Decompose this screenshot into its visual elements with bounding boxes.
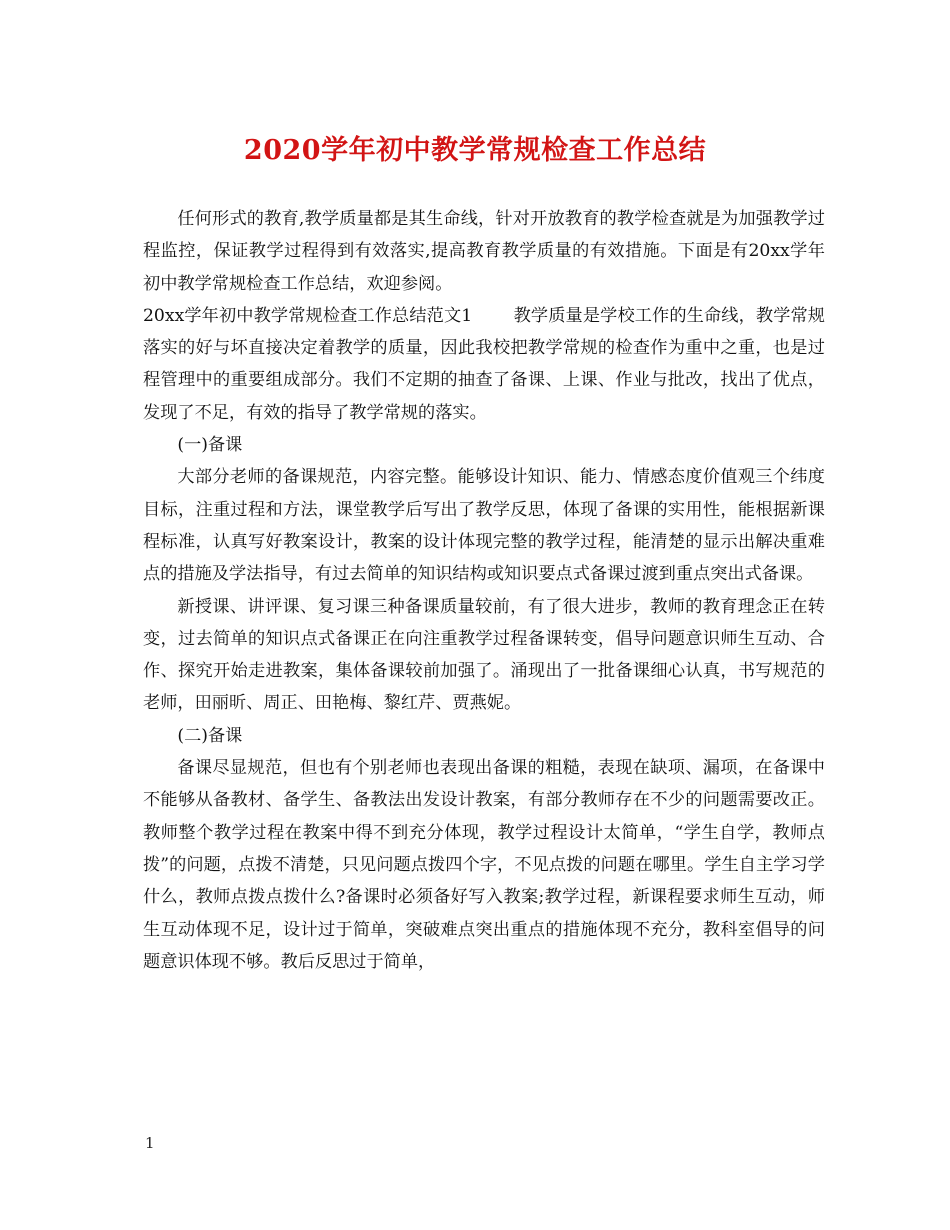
document-body <box>143 203 825 978</box>
section-one-paragraph-1: 大部分老师的备课规范，内容完整。能够设计知识、能力、情感态度价值观三个纬度目标，注重过程和方法，课堂教学后写出了教学反思，体现了备课的实用性，能根据新课程标准，认真写好教案设计，教案的设计体现完整的教学过程，能清楚的显示出解决重难点的措施及学法指导，有过去简单的知识结构或知识要点式备课过渡到重点突出式备课。 <box>143 467 825 585</box>
sample-paragraph <box>143 300 825 429</box>
sample-body: 教学质量是学校工作的生命线，教学常规落实的好与坏直接决定着教学的质量，因此我校把教学常规的检查作为重中之重，也是过程管理中的重要组成部分。我们不定期的抽查了备课、上课、作业与批改，找出了优点，发现了不足，有效的指导了教学常规的落实。 <box>143 305 825 423</box>
section-heading-two: (二)备课 <box>177 725 243 746</box>
section-two-paragraph-1: 备课尽显规范，但也有个别老师也表现出备课的粗糙，表现在缺项、漏项，在备课中不能够从备教材、备学生、备教法出发设计教案，有部分教师存在不少的问题需要改正。教师整个教学过程在教案中得不到充分体现，教学过程设计太简单，“学生自学，教师点拨”的问题，点拨不清楚，只见问题点拨四个字，不见点拨的问题在哪里。学生自主学习学什么，教师点拨点拨什么?备课时必须备好写入教案;教学过程，新课程要求师生互动，师生互动体现不足，设计过于简单，突破难点突出重点的措施体现不充分，教科室倡导的问题意识体现不够。教后反思过于简单， <box>143 758 825 972</box>
section-heading-one: (一)备课 <box>177 435 243 456</box>
intro-paragraph: 任何形式的教育,教学质量都是其生命线，针对开放教育的教学检查就是为加强教学过程监控，保证教学过程得到有效落实,提高教育教学质量的有效措施。下面是有20xx学年初中教学常规检查工作总结，欢迎参阅。 <box>143 209 825 294</box>
sample-label: 20xx学年初中教学常规检查工作总结范文1 <box>143 305 473 326</box>
section-one-paragraph-2: 新授课、讲评课、复习课三种备课质量较前，有了很大进步，教师的教育理念正在转变，过去简单的知识点式备课正在向注重教学过程备课转变，倡导问题意识师生互动、合作、探究开始走进教案，集体备课较前加强了。涌现出了一批备课细心认真，书写规范的老师，田丽昕、周正、田艳梅、黎红芹、贾燕妮。 <box>143 596 825 714</box>
page-number: 1 <box>145 1134 155 1152</box>
document-title: 2020学年初中教学常规检查工作总结 <box>243 135 707 166</box>
